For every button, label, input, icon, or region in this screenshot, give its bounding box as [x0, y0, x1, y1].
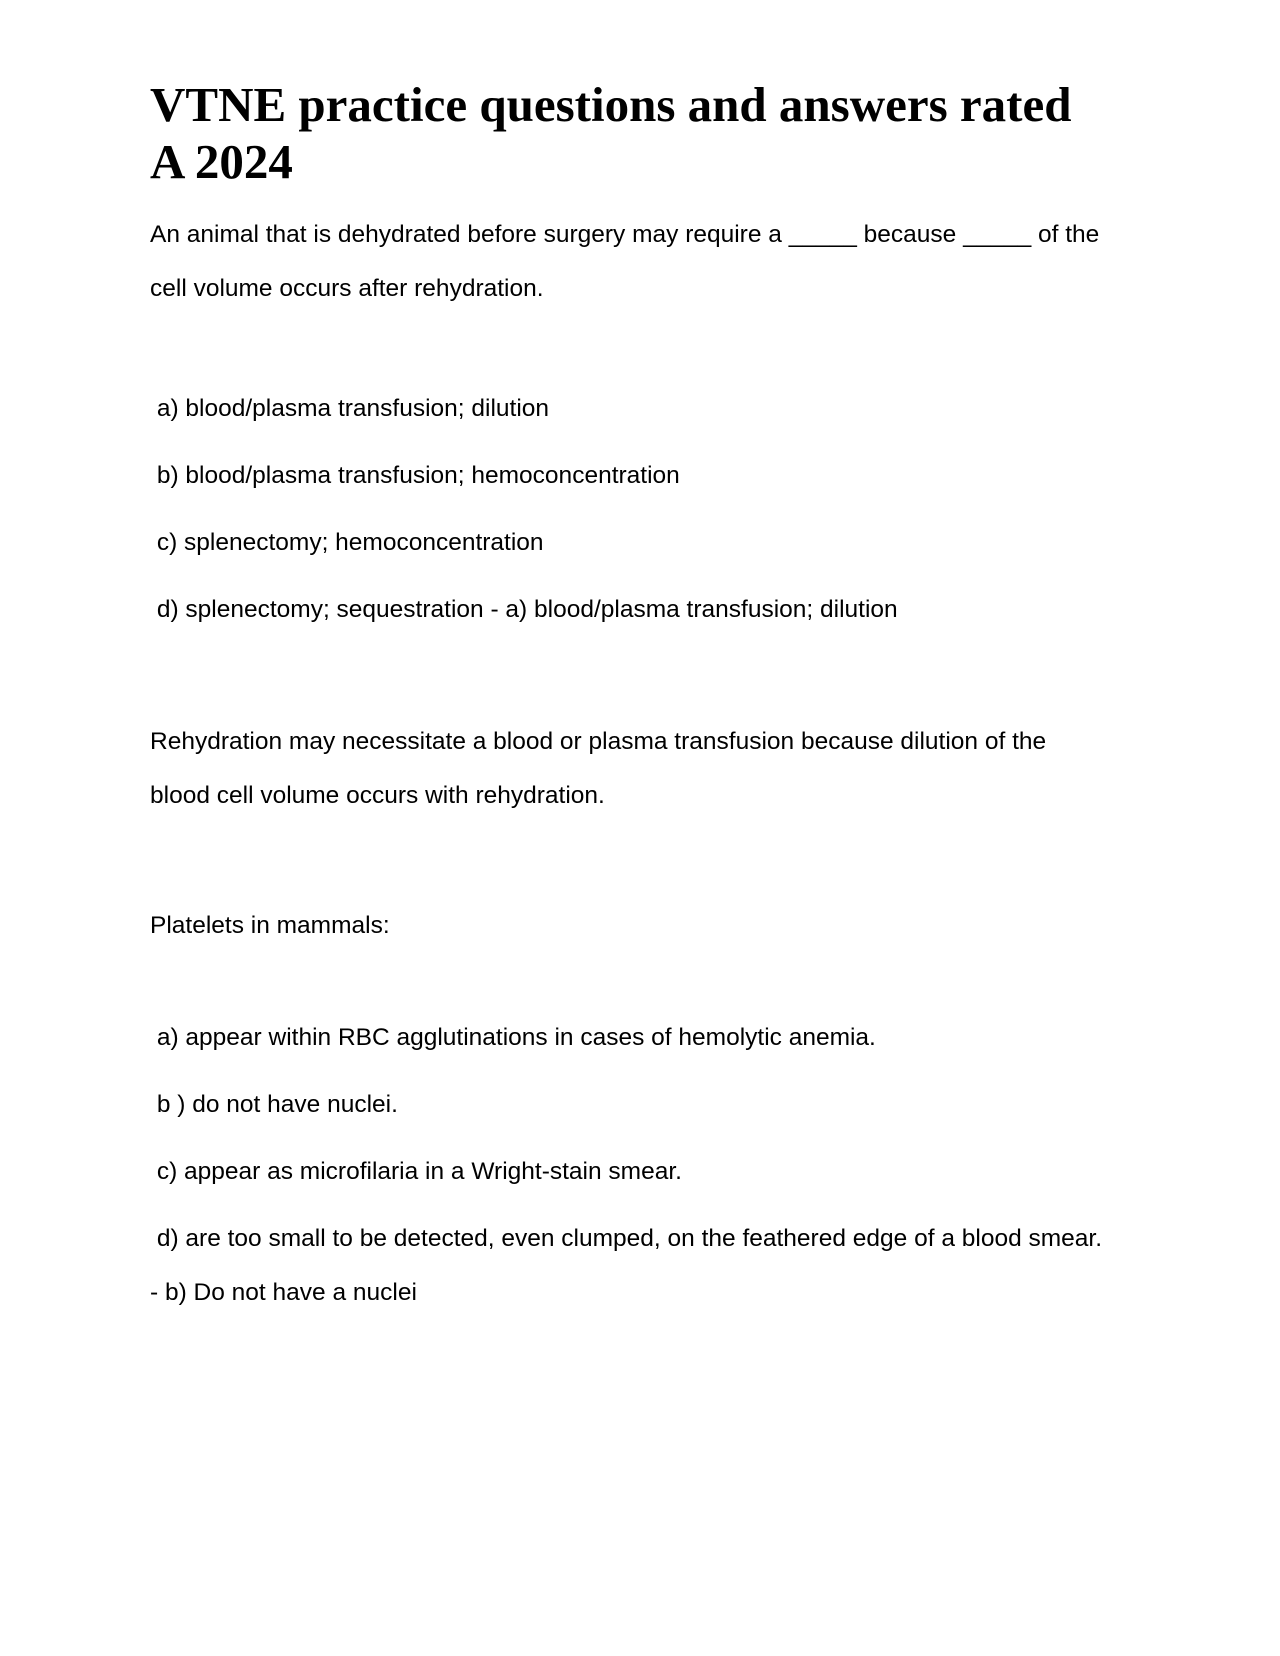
- question-2-text: Platelets in mammals:: [150, 912, 390, 939]
- question-1-option-d-answer: d) splenectomy; sequestration - a) blood/plasma transfusion; dilution: [150, 596, 898, 623]
- question-2-option-a: a) appear within RBC agglutinations in cases of hemolytic anemia.: [150, 1024, 876, 1051]
- question-1-option-b: b) blood/plasma transfusion; hemoconcentration: [150, 462, 680, 489]
- question-2-option-c: c) appear as microfilaria in a Wright-stain smear.: [150, 1158, 682, 1185]
- question-2-option-d-answer: d) are too small to be detected, even clumped, on the feathered edge of a blood smear. - b) Do not have a nuclei: [150, 1225, 1109, 1306]
- question-2-option-b: b ) do not have nuclei.: [150, 1091, 398, 1118]
- document-title: VTNE practice questions and answers rated A 2024: [150, 77, 1072, 189]
- question-1-explanation: Rehydration may necessitate a blood or plasma transfusion because dilution of the blood cell volume occurs with rehydration.: [150, 728, 1047, 809]
- question-1-option-a: a) blood/plasma transfusion; dilution: [150, 395, 550, 422]
- question-1-text: An animal that is dehydrated before surgery may require a _____ because _____ of the cell volume occurs after rehydration.: [150, 221, 1100, 302]
- question-1-option-c: c) splenectomy; hemoconcentration: [150, 529, 544, 556]
